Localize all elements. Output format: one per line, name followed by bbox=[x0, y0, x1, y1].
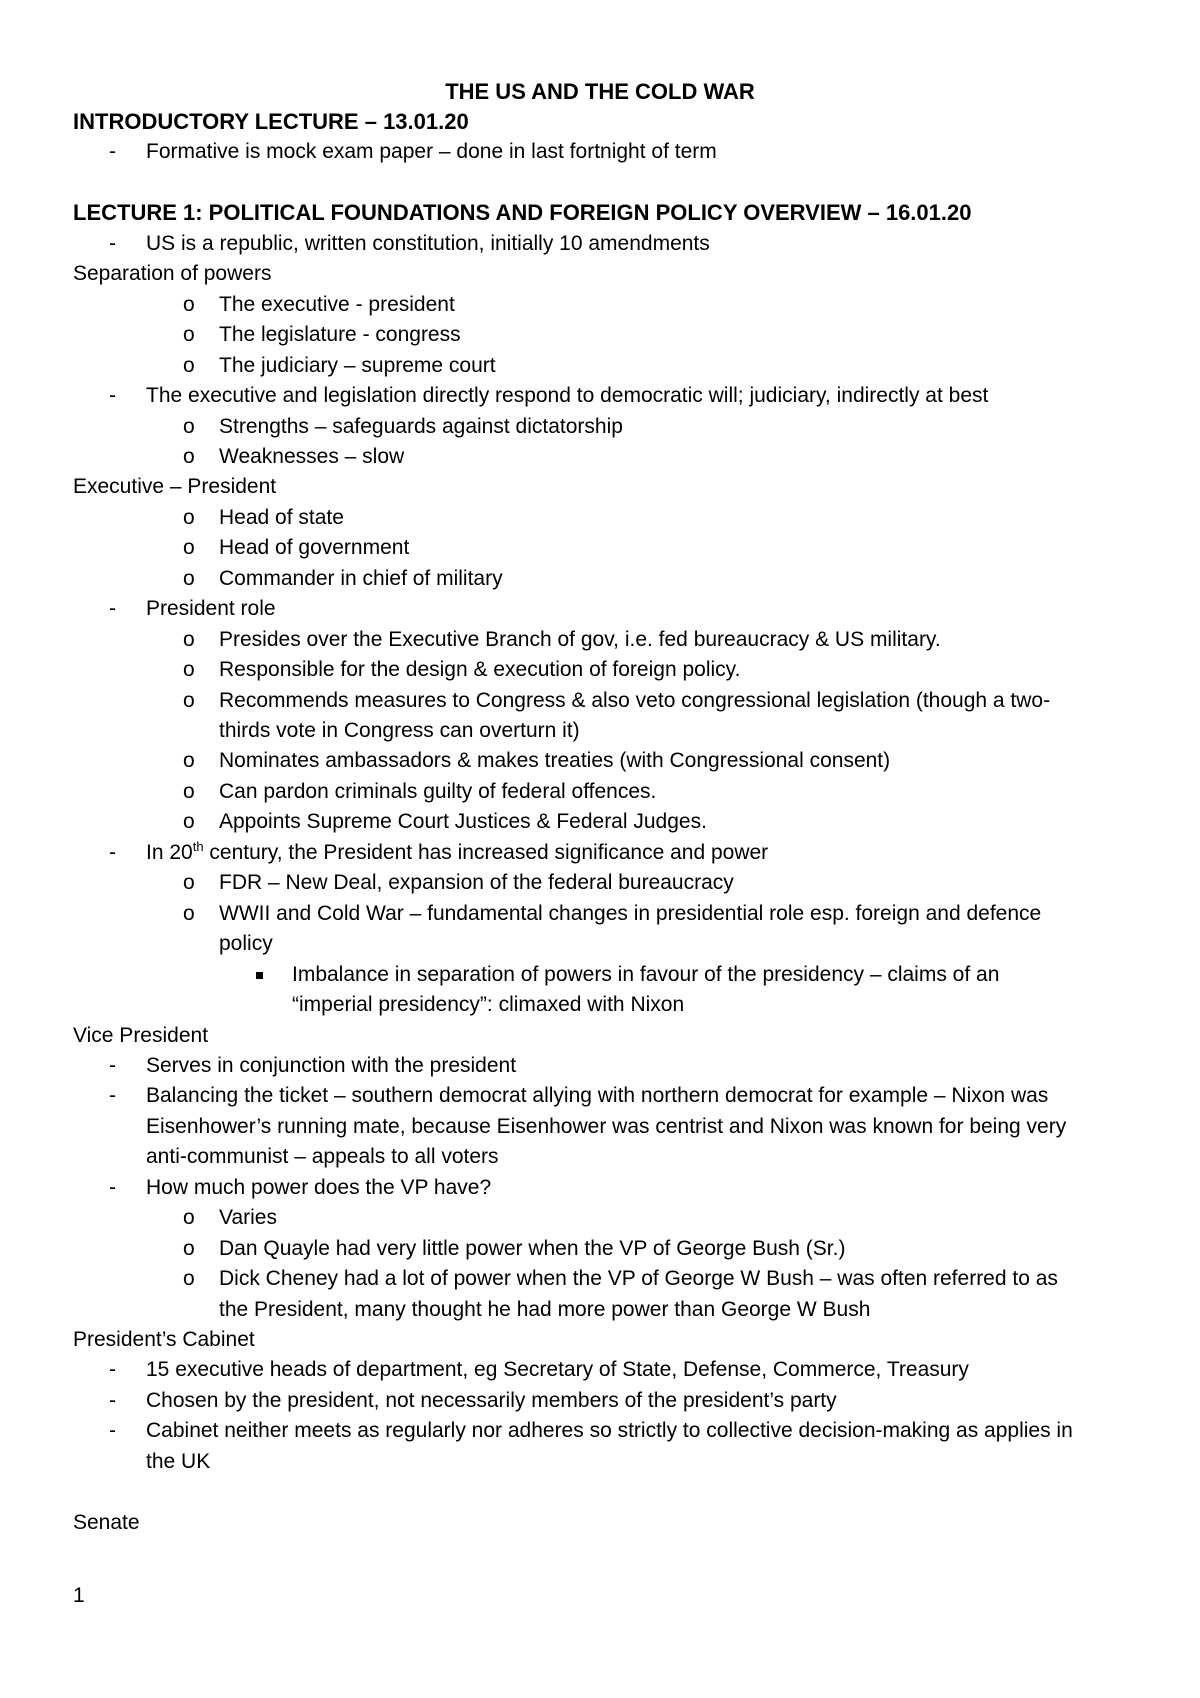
line-text: the President, many thought he had more power than George W Bush bbox=[219, 1297, 871, 1321]
circle-bullet-icon: o bbox=[183, 871, 195, 895]
line-text: Varies bbox=[219, 1206, 277, 1230]
circle-bullet-icon: o bbox=[183, 1236, 195, 1260]
line-text: Weaknesses – slow bbox=[219, 444, 405, 468]
section-heading bbox=[0, 107, 1200, 137]
line-text: 15 executive heads of department, eg Secretary of State, Defense, Commerce, Treasury bbox=[146, 1358, 969, 1382]
list-item bbox=[0, 1386, 1200, 1416]
dash-bullet-icon: - bbox=[109, 1358, 116, 1382]
dash-bullet-icon: - bbox=[109, 1419, 116, 1443]
list-item bbox=[0, 533, 1200, 563]
document-title bbox=[0, 77, 1200, 107]
list-item bbox=[0, 807, 1200, 837]
line-text: Eisenhower’s running mate, because Eisenhower was centrist and Nixon was known for being very bbox=[146, 1114, 1067, 1138]
circle-bullet-icon: o bbox=[183, 810, 195, 834]
line-text: In 20th century, the President has increased significance and power bbox=[146, 838, 769, 864]
dash-bullet-icon: - bbox=[109, 597, 116, 621]
dash-bullet-icon: - bbox=[109, 384, 116, 408]
dash-bullet-icon: - bbox=[109, 231, 116, 255]
list-item bbox=[0, 899, 1200, 929]
line-text: Strengths – safeguards against dictatorship bbox=[219, 414, 623, 438]
superscript: th bbox=[192, 838, 204, 854]
list-item bbox=[0, 777, 1200, 807]
list-item bbox=[0, 1203, 1200, 1233]
line-text: policy bbox=[219, 932, 273, 956]
line-text: Chosen by the president, not necessarily members of the president’s party bbox=[146, 1388, 837, 1412]
subheading bbox=[0, 1325, 1200, 1355]
line-text: Serves in conjunction with the president bbox=[146, 1053, 517, 1077]
circle-bullet-icon: o bbox=[183, 658, 195, 682]
line-text: “imperial presidency”: climaxed with Nixon bbox=[292, 993, 685, 1017]
list-item bbox=[0, 412, 1200, 442]
circle-bullet-icon: o bbox=[183, 688, 195, 712]
list-item bbox=[0, 1234, 1200, 1264]
line-text: The executive and legislation directly respond to democratic will; judiciary, indirectly at best bbox=[146, 384, 989, 408]
page-number: 1 bbox=[73, 1584, 85, 1607]
line-text: Cabinet neither meets as regularly nor adheres so strictly to collective decision-making as applies in bbox=[146, 1419, 1073, 1443]
line-text: President role bbox=[146, 597, 276, 621]
line-text: Commander in chief of military bbox=[219, 566, 503, 590]
line-text: INTRODUCTORY LECTURE – 13.01.20 bbox=[73, 109, 469, 134]
circle-bullet-icon: o bbox=[183, 1206, 195, 1230]
list-item bbox=[0, 868, 1200, 898]
line-text: Dan Quayle had very little power when the VP of George Bush (Sr.) bbox=[219, 1236, 846, 1260]
list-item bbox=[0, 381, 1200, 411]
subheading bbox=[0, 259, 1200, 289]
circle-bullet-icon: o bbox=[183, 353, 195, 377]
line-text: Responsible for the design & execution of foreign policy. bbox=[219, 658, 741, 682]
circle-bullet-icon: o bbox=[183, 779, 195, 803]
circle-bullet-icon: o bbox=[183, 444, 195, 468]
line-text: Appoints Supreme Court Justices & Federal Judges. bbox=[219, 810, 707, 834]
circle-bullet-icon: o bbox=[183, 414, 195, 438]
line-text: The executive - president bbox=[219, 292, 455, 316]
list-item bbox=[0, 929, 1200, 959]
list-item bbox=[0, 503, 1200, 533]
line-text: President’s Cabinet bbox=[73, 1328, 255, 1351]
line-text: Recommends measures to Congress & also veto congressional legislation (though a two- bbox=[219, 688, 1051, 712]
section-heading bbox=[0, 198, 1200, 228]
circle-bullet-icon: o bbox=[183, 292, 195, 316]
line-text: Imbalance in separation of powers in favour of the presidency – claims of an bbox=[292, 962, 1000, 986]
list-item bbox=[0, 1447, 1200, 1477]
circle-bullet-icon: o bbox=[183, 505, 195, 529]
dash-bullet-icon: - bbox=[109, 1084, 116, 1108]
dash-bullet-icon: - bbox=[109, 1388, 116, 1412]
line-text: Head of state bbox=[219, 505, 344, 529]
list-item bbox=[0, 1142, 1200, 1172]
line-text: WWII and Cold War – fundamental changes in presidential role esp. foreign and defence bbox=[219, 901, 1042, 925]
list-item bbox=[0, 990, 1200, 1020]
circle-bullet-icon: o bbox=[183, 323, 195, 347]
list-item bbox=[0, 1173, 1200, 1203]
line-text: Balancing the ticket – southern democrat allying with northern democrat for example – Nixon was bbox=[146, 1084, 1049, 1108]
list-item bbox=[0, 229, 1200, 259]
line-text: Dick Cheney had a lot of power when the VP of George W Bush – was often referred to as bbox=[219, 1267, 1058, 1291]
list-item bbox=[0, 594, 1200, 624]
line-text: Senate bbox=[73, 1510, 140, 1534]
dash-bullet-icon: - bbox=[109, 1053, 116, 1077]
line-text: thirds vote in Congress can overturn it) bbox=[219, 719, 580, 742]
list-item bbox=[0, 1264, 1200, 1294]
list-item bbox=[0, 746, 1200, 776]
square-bullet-icon bbox=[256, 960, 263, 990]
line-text: Formative is mock exam paper – done in last fortnight of term bbox=[146, 140, 717, 164]
dash-bullet-icon: - bbox=[109, 840, 116, 864]
line-text: FDR – New Deal, expansion of the federal bureaucracy bbox=[219, 871, 734, 895]
line-text: Can pardon criminals guilty of federal offences. bbox=[219, 779, 657, 803]
line-text: the UK bbox=[146, 1449, 211, 1473]
circle-bullet-icon: o bbox=[183, 749, 195, 773]
circle-bullet-icon: o bbox=[183, 536, 195, 560]
subheading bbox=[0, 472, 1200, 502]
circle-bullet-icon: o bbox=[183, 566, 195, 590]
list-item bbox=[0, 1112, 1200, 1142]
subheading bbox=[0, 1021, 1200, 1051]
line-text: anti-communist – appeals to all voters bbox=[146, 1145, 499, 1169]
list-item bbox=[0, 655, 1200, 685]
list-item bbox=[0, 1355, 1200, 1385]
list-item bbox=[0, 625, 1200, 655]
line-text: The judiciary – supreme court bbox=[219, 353, 496, 377]
list-item bbox=[0, 960, 1200, 990]
title-text: THE US AND THE COLD WAR bbox=[445, 79, 755, 104]
list-item bbox=[0, 351, 1200, 381]
list-item bbox=[0, 686, 1200, 716]
dash-bullet-icon: - bbox=[109, 140, 116, 164]
line-text: Head of government bbox=[219, 536, 410, 560]
dash-bullet-icon: - bbox=[109, 1175, 116, 1199]
circle-bullet-icon: o bbox=[183, 1267, 195, 1291]
list-item bbox=[0, 1081, 1200, 1111]
list-item bbox=[0, 838, 1200, 868]
list-item bbox=[0, 1295, 1200, 1325]
list-item bbox=[0, 442, 1200, 472]
line-text: Presides over the Executive Branch of gov, i.e. fed bureaucracy & US military. bbox=[219, 627, 941, 651]
list-item bbox=[0, 716, 1200, 746]
circle-bullet-icon: o bbox=[183, 901, 195, 925]
line-text: US is a republic, written constitution, initially 10 amendments bbox=[146, 231, 710, 255]
line-text: How much power does the VP have? bbox=[146, 1175, 492, 1199]
list-item bbox=[0, 290, 1200, 320]
line-text: Separation of powers bbox=[73, 262, 272, 286]
list-item bbox=[0, 137, 1200, 167]
line-text: Vice President bbox=[73, 1023, 209, 1047]
list-item bbox=[0, 564, 1200, 594]
list-item bbox=[0, 320, 1200, 350]
line-text: Executive – President bbox=[73, 475, 277, 499]
list-item bbox=[0, 1051, 1200, 1081]
subheading bbox=[0, 1508, 1200, 1538]
circle-bullet-icon: o bbox=[183, 627, 195, 651]
line-text: LECTURE 1: POLITICAL FOUNDATIONS AND FOREIGN POLICY OVERVIEW – 16.01.20 bbox=[73, 200, 972, 226]
list-item bbox=[0, 1416, 1200, 1446]
line-text: The legislature - congress bbox=[219, 323, 461, 347]
line-text: Nominates ambassadors & makes treaties (with Congressional consent) bbox=[219, 749, 891, 773]
